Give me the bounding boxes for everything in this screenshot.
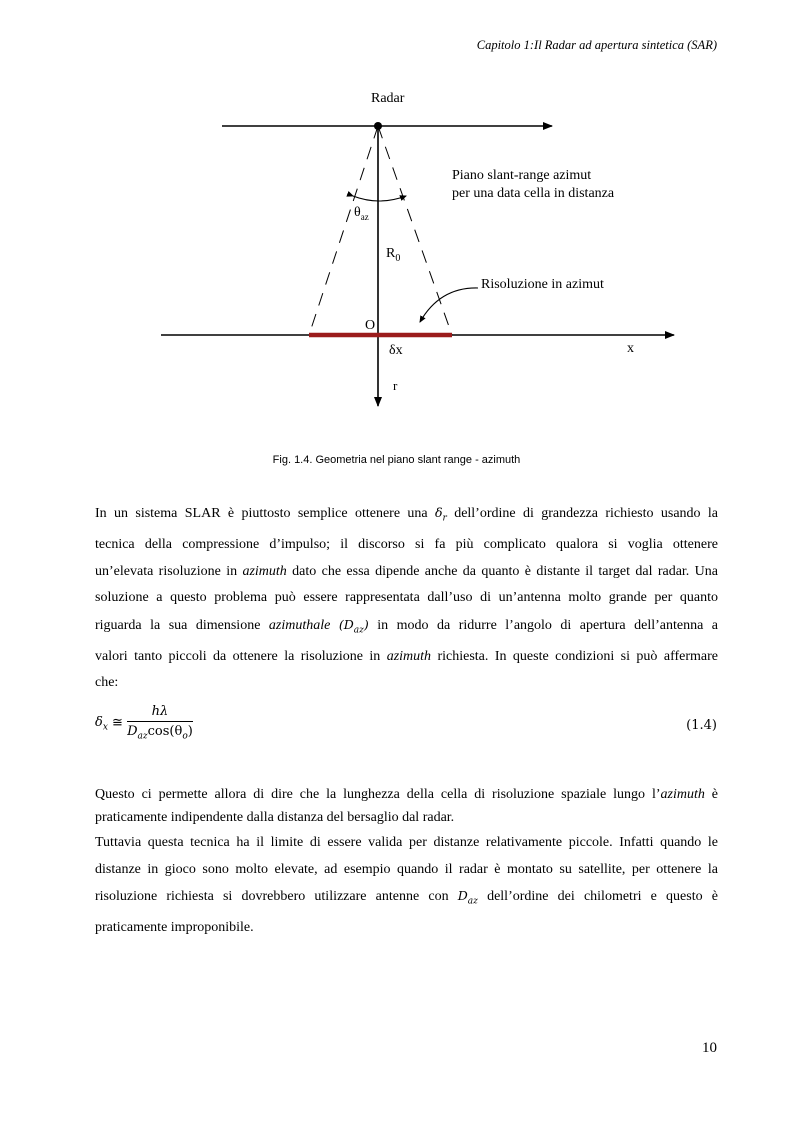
beam-edge-right (378, 126, 452, 335)
label-delta-x: δx (389, 343, 403, 358)
paragraph-line: Questo ci permette allora di dire che la lunghezza della cella di risoluzione spaziale lungo l’azimuth è (95, 787, 718, 802)
paragraph-line: che: (95, 675, 119, 690)
beam-edge-left (309, 126, 378, 335)
figure-caption: Fig. 1.4. Geometria nel piano slant range - azimuth (272, 454, 521, 466)
paragraph-line: risoluzione richiesta si dovrebbero utilizzare antenne con $D_{az}$ dell’ordine dei chilometri e questo è (95, 888, 718, 907)
paragraph-line: praticamente indipendente dalla distanza del bersaglio dal radar. (95, 810, 455, 825)
paragraph-line: un’elevata risoluzione in azimuth dato che essa dipende anche da quanto è distante il target dal radar. Una (95, 563, 718, 579)
figure-slant-range-geometry (0, 0, 793, 440)
paragraph-line: In un sistema SLAR è piuttosto semplice ottenere una $\delta_r$ dell’ordine di grandezza richiesto usando la (95, 505, 719, 524)
paragraph-line: praticamente improponibile. (95, 920, 254, 935)
equation-number: (1.4) (686, 718, 717, 733)
label-theta-az: $\theta_{az}$ (354, 205, 369, 222)
running-header: Capitolo 1:Il Radar ad apertura sintetica (SAR) (476, 38, 717, 52)
paragraph-line: distanze in gioco sono molto elevate, ad esempio quando il radar è montato su satellite, per ottenere la (95, 861, 718, 877)
paragraph-line: valori tanto piccoli da ottenere la risoluzione in azimuth richiesta. In queste condizioni si può affermare (95, 648, 718, 664)
paragraph-line: tecnica della compressione d’impulso; il discorso si fa più complicato qualora si voglia ottenere (95, 537, 718, 552)
label-radar: Radar (371, 91, 405, 106)
equation-1-4: $\delta_x$ ≅ $\frac{h\lambda}{D_{az}\cos(\theta_o)}$ (95, 704, 193, 742)
label-r-axis: r (393, 378, 398, 393)
label-x-axis: x (627, 341, 634, 356)
paragraph-1 (95, 500, 718, 697)
figure-diagram (0, 0, 793, 440)
label-origin: O (365, 318, 376, 333)
paragraph-line: riguarda la sua dimensione azimuthale $(D_{az})$ in modo da ridurre l’angolo di apertura dell’antenna a (95, 616, 719, 635)
paragraph-2 (95, 783, 718, 829)
equation-fraction: $\frac{h\lambda}{D_{az}\cos(\theta_o)}$ (127, 704, 193, 742)
paragraph-3 (95, 830, 718, 942)
label-plane-line1: Piano slant-range azimut (452, 168, 592, 183)
label-r0: $R_0$ (386, 246, 401, 264)
resolution-callout-arrow (420, 288, 478, 322)
paragraph-line: soluzione a questo problema può essere rappresentata dall’uso di un’antenna molto grande per quanto (95, 590, 718, 605)
paragraph-line: Tuttavia questa tecnica ha il limite di essere valida per distanze relativamente piccole. Infatti quando le (95, 835, 718, 850)
label-resolution-azimuth: Risoluzione in azimut (481, 277, 604, 292)
label-plane-line2: per una data cella in distanza (452, 186, 615, 201)
page-number: 10 (702, 1040, 717, 1056)
beam-angle-arc (353, 196, 406, 201)
